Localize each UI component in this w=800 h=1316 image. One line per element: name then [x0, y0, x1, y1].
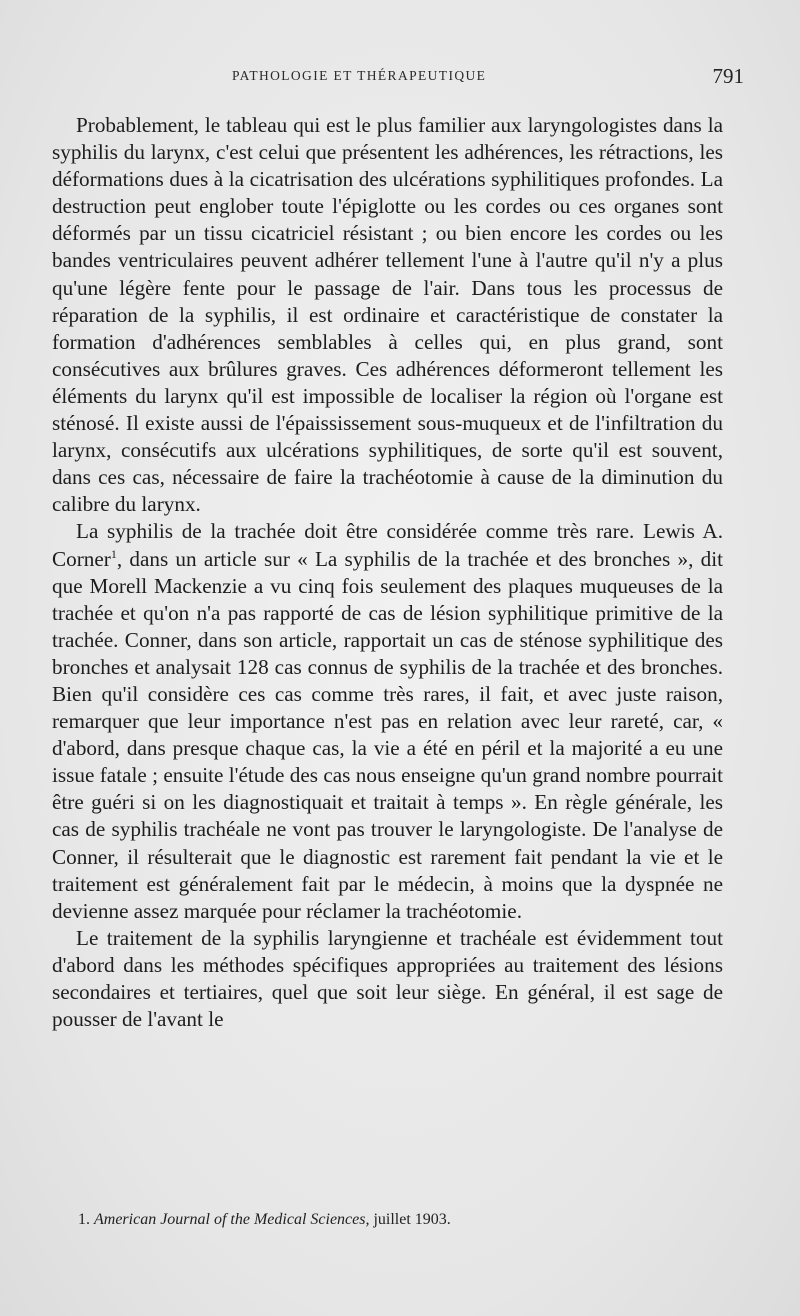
page-number: 791 [712, 64, 744, 88]
paragraph-text-continued: , dans un article sur « La syphilis de la trachée et des bronches », dit que Morell Mackenzie a vu cinq fois seulement des plaques muqueuses de la trachée et qu'on n'a pas rapporté de cas de lésion syphilitique primitive de la trachée. Conner, dans son article, rapportait un cas de sténose syphilitique des bronches et analysait 128 cas connus de syphilis de la trachée et des bronches. Bien qu'il considère ces cas comme très rares, il fait, et avec juste raison, remarquer que leur importance n'est pas en relation avec leur rareté, car, « d'abord, dans presque chaque cas, la vie a été en péril et la majorité a eu une issue fatale ; ensuite l'étude des cas nous enseigne qu'un grand nombre pourrait être guéri si on les diagnostiquait et traitait à temps ». En règle générale, les cas de syphilis trachéale ne vont pas trouver le laryngologiste. De l'analyse de Conner, il résulterait que le diagnostic est rarement fait pendant la vie et le traitement est généralement fait par le médecin, à moins que la dyspnée ne devienne assez marquée pour réclamer la trachéotomie. [52, 546, 723, 923]
paragraph-1 [52, 112, 723, 518]
running-head: PATHOLOGIE ET THÉRAPEUTIQUE [232, 68, 487, 83]
paragraph-text: Le traitement de la syphilis laryngienne et trachéale est évidemment tout d'abord dans les méthodes spécifiques appropriées au traitement des lésions secondaires et tertiaires, quel que soit leur siège. En général, il est sage de pousser de l'avant le [52, 925, 723, 1032]
paragraph-text: Probablement, le tableau qui est le plus familier aux laryngologistes dans la syphilis du larynx, c'est celui que présentent les adhérences, les rétractions, les déformations dues à la cicatrisation des ulcérations syphilitiques profondes. La destruction peut englober toute l'épiglotte ou les cordes ou ces organes sont déformés par un tissu cicatriciel résistant ; ou bien encore les cordes ou les bandes ventriculaires peuvent adhérer tellement l'une à l'autre qu'il n'y a plus qu'une légère fente pour le passage de l'air. Dans tous les processus de réparation de la syphilis, il est ordinaire et caractéristique de constater la formation d'adhérences semblables à celles qui, en plus grand, sont consécutives aux brûlures graves. Ces adhérences déformeront tellement les éléments du larynx qu'il est impossible de localiser la région où l'organe est sténosé. Il existe aussi de l'épaississement sous-muqueux et de l'infiltration du larynx, consécutifs aux ulcérations syphilitiques, de sorte qu'il est souvent, dans ces cas, nécessaire de faire la trachéotomie à cause de la diminution du calibre du larynx. [52, 113, 723, 517]
footnote-date: juillet 1903. [369, 1211, 451, 1228]
footnote-journal-title: American Journal of the Medical Sciences, [94, 1211, 370, 1228]
footnote-number: 1. [78, 1211, 90, 1228]
page-header [52, 64, 744, 92]
paragraph-3 [52, 925, 723, 1033]
footnote-marker[interactable]: 1 [110, 546, 117, 561]
paragraph-2 [52, 518, 723, 924]
footnote [78, 1211, 718, 1229]
body-text [52, 112, 723, 1033]
paragraph-text: La syphilis de la trachée doit être considérée comme très rare. Lewis A. Corner [52, 519, 723, 571]
